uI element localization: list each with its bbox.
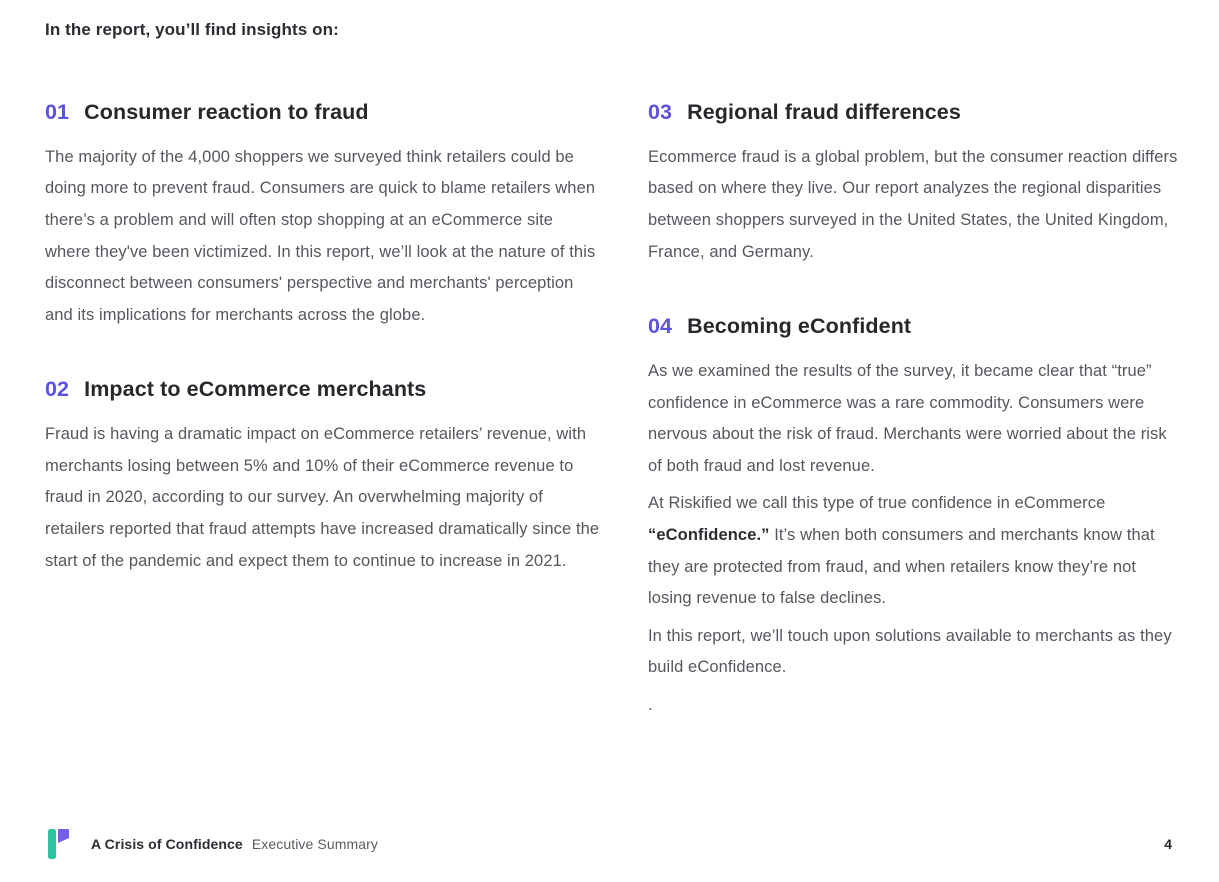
section-heading: [648, 314, 1180, 340]
section-title: Becoming eConfident: [687, 314, 912, 339]
content-columns: [45, 100, 1180, 728]
paragraph-text: It’s when both consumers and merchants know that they are protected from fraud, and when retailers know they’re not losing revenue to false declines.: [648, 525, 1155, 608]
footer-doc-subtitle: Executive Summary: [251, 836, 378, 852]
section-paragraph: Ecommerce fraud is a global problem, but the consumer reaction differs based on where they live. Our report analyzes the regional disparities between shoppers surveyed in the United States, the United Kingdom, France, and Germany.: [648, 147, 1178, 261]
section-heading: [45, 377, 603, 403]
column-left: [45, 100, 603, 728]
section-number: 01: [45, 100, 70, 124]
section-title: Impact to eCommerce merchants: [84, 377, 427, 402]
section-03: [648, 100, 1180, 268]
intro-heading: In the report, you’ll find insights on:: [45, 20, 339, 39]
section-number: 04: [648, 314, 673, 339]
section-paragraph: In this report, we’ll touch upon solutions available to merchants as they build eConfidence.: [648, 626, 1172, 677]
section-paragraph: As we examined the results of the survey, it became clear that “true” confidence in eCommerce was a rare commodity. Consumers were nervous about the risk of fraud. Merchants were worried about the risk of both fraud and lost revenue.: [648, 361, 1167, 475]
section-number: 03: [648, 100, 673, 124]
footer-doc-title: A Crisis of Confidence: [91, 836, 243, 852]
section-paragraph: [648, 488, 1180, 614]
section-title: Consumer reaction to fraud: [84, 100, 369, 124]
econfidence-term: “eConfidence.”: [648, 525, 770, 544]
column-right: [648, 100, 1180, 728]
section-heading: [648, 100, 1180, 126]
section-paragraph: .: [648, 695, 653, 714]
logo-flag-shape: [58, 829, 69, 843]
section-04: [648, 314, 1180, 721]
paragraph-text: At Riskified we call this type of true confidence in eCommerce: [648, 494, 1106, 513]
riskified-logo-icon: [48, 827, 72, 861]
section-01: [45, 100, 603, 331]
section-heading: [45, 100, 603, 126]
section-paragraph: Fraud is having a dramatic impact on eCommerce retailers’ revenue, with merchants losing between 5% and 10% of their eCommerce revenue to fraud in 2020, according to our survey. An overwhelming majority of retailers reported that fraud attempts have increased dramatically since the start of the pandemic and expect them to continue to increase in 2021.: [45, 425, 600, 570]
section-number: 02: [45, 377, 70, 402]
section-02: [45, 377, 603, 577]
page-footer: [48, 826, 1172, 862]
page-number: 4: [1164, 836, 1172, 852]
section-paragraph: The majority of the 4,000 shoppers we surveyed think retailers could be doing more to prevent fraud. Consumers are quick to blame retailers when there’s a problem and will often stop shopping at an eCommerce site where they've been victimized. In this report, we’ll look at the nature of this disconnect between consumers' perspective and merchants' perception and its implications for merchants across the globe.: [45, 147, 596, 324]
section-title: Regional fraud differences: [687, 100, 961, 124]
logo-stem-shape: [48, 829, 56, 859]
